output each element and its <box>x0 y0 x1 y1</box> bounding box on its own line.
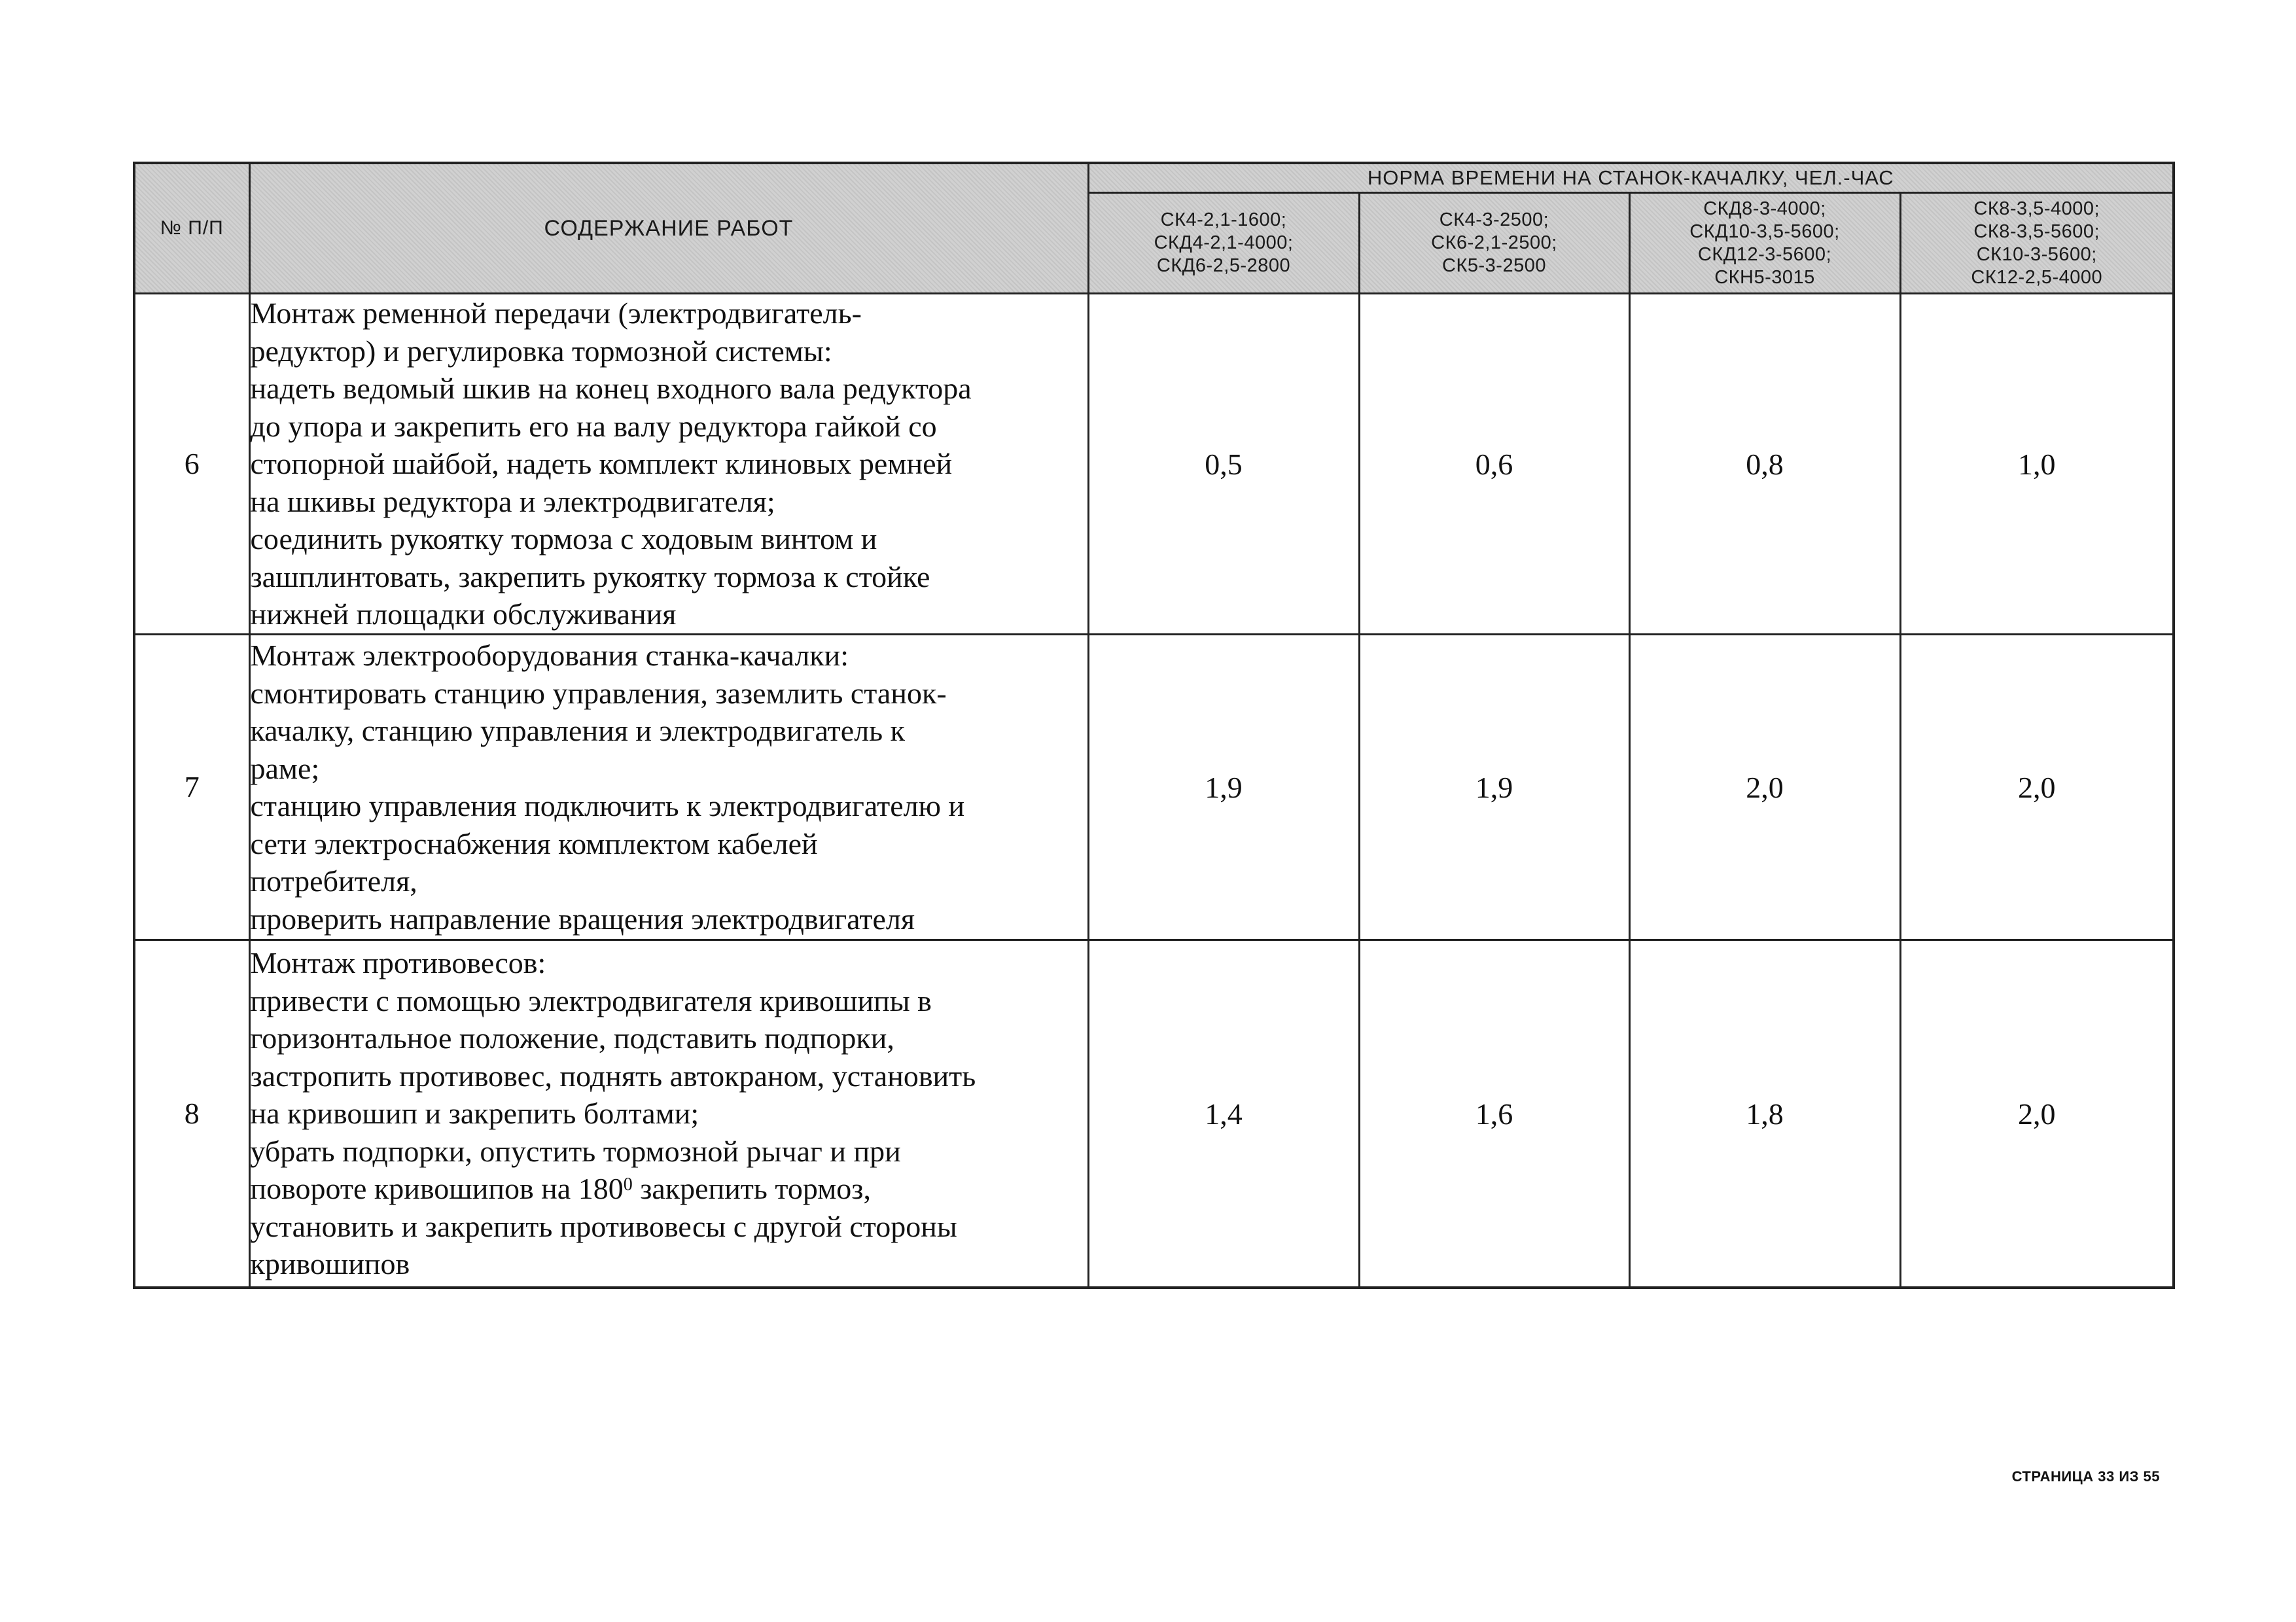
model-label: СКД12-3-5600; <box>1697 243 1832 265</box>
norm-value: 2,0 <box>1900 940 2174 1288</box>
norm-value: 1,4 <box>1088 940 1359 1288</box>
degree-superscript: 0 <box>623 1174 633 1195</box>
description-line: горизонтальное положение, подставить подпорки, <box>250 1021 894 1055</box>
description-line: до упора и закрепить его на валу редуктора гайкой со <box>250 409 937 443</box>
description-text: повороте кривошипов на 180 <box>250 1172 624 1206</box>
description-line: застропить противовес, поднять автокраном, установить <box>250 1059 976 1093</box>
norm-value: 2,0 <box>1900 635 2174 940</box>
model-label: СК8-3,5-5600; <box>1973 220 2100 242</box>
description-line: сети электроснабжения комплектом кабелей <box>250 826 818 860</box>
model-label: СКД8-3-4000; <box>1703 198 1826 219</box>
header-time-norm-group: НОРМА ВРЕМЕНИ НА СТАНОК-КАЧАЛКУ, ЧЕЛ.-ЧАС <box>1088 163 2174 193</box>
model-label: СК5-3-2500 <box>1442 255 1546 277</box>
description-line: качалку, станцию управления и электродвигатель к <box>250 714 905 747</box>
description-line: надеть ведомый шкив на конец входного вала редуктора <box>250 372 972 406</box>
description-line: привести с помощью электродвигателя кривошипы в <box>250 983 932 1017</box>
description-line: потребителя, <box>250 864 417 898</box>
description-line <box>251 1170 1087 1208</box>
header-model-group-3 <box>1629 193 1900 294</box>
table-row <box>134 940 2174 1288</box>
header-model-group-1 <box>1088 193 1359 294</box>
norm-value: 1,9 <box>1359 635 1629 940</box>
labor-norms-table <box>133 162 2175 1289</box>
model-label: СК4-2,1-1600; <box>1160 209 1287 231</box>
model-label: СКД6-2,5-2800 <box>1156 255 1291 277</box>
description-line: смонтировать станцию управления, заземлить станок- <box>250 676 947 710</box>
model-label: СКД10-3,5-5600; <box>1689 220 1840 242</box>
description-line: стопорной шайбой, надеть комплект клиновых ремней <box>250 447 953 481</box>
page-number-label: СТРАНИЦА 33 ИЗ 55 <box>2011 1468 2160 1485</box>
description-line: установить и закрепить противовесы с другой стороны <box>250 1209 957 1243</box>
description-line: на кривошип и закрепить болтами; <box>250 1097 699 1131</box>
model-label: СКД4-2,1-4000; <box>1154 232 1294 254</box>
header-model-group-2 <box>1359 193 1629 294</box>
work-description <box>249 294 1088 635</box>
description-line: нижней площадки обслуживания <box>250 597 677 631</box>
norm-value: 1,0 <box>1900 294 2174 635</box>
model-label: СК4-3-2500; <box>1439 209 1549 231</box>
norm-value: 0,6 <box>1359 294 1629 635</box>
model-label: СК10-3-5600; <box>1976 243 2097 265</box>
description-line: соединить рукоятку тормоза с ходовым винтом и <box>250 522 877 556</box>
description-line: редуктор) и регулировка тормозной системы: <box>250 334 832 368</box>
description-line: на шкивы редуктора и электродвигателя; <box>250 484 775 518</box>
header-work-content: СОДЕРЖАНИЕ РАБОТ <box>249 163 1088 294</box>
norm-value: 2,0 <box>1629 635 1900 940</box>
row-number: 7 <box>134 635 249 940</box>
row-number: 8 <box>134 940 249 1288</box>
description-line: проверить направление вращения электродвигателя <box>250 902 915 936</box>
header-number: № П/П <box>134 163 249 294</box>
description-line: раме; <box>250 751 320 785</box>
work-description <box>249 635 1088 940</box>
norm-value: 1,6 <box>1359 940 1629 1288</box>
description-line: Монтаж ременной передачи (электродвигатель- <box>250 296 862 330</box>
description-line: убрать подпорки, опустить тормозной рычаг и при <box>250 1134 901 1168</box>
norm-value: 0,8 <box>1629 294 1900 635</box>
description-line: Монтаж электрооборудования станка-качалки: <box>250 639 849 672</box>
header-model-group-4 <box>1900 193 2174 294</box>
description-text: закрепить тормоз, <box>632 1172 871 1206</box>
norm-value: 1,9 <box>1088 635 1359 940</box>
row-number: 6 <box>134 294 249 635</box>
table-row <box>134 635 2174 940</box>
description-line: зашплинтовать, закрепить рукоятку тормоза к стойке <box>250 559 930 593</box>
model-label: СК12-2,5-4000 <box>1971 266 2103 288</box>
model-label: СК6-2,1-2500; <box>1431 232 1557 254</box>
description-line: Монтаж противовесов: <box>250 946 546 980</box>
description-line: станцию управления подключить к электродвигателю и <box>250 789 965 822</box>
model-label: СКН5-3015 <box>1714 266 1815 288</box>
norm-value: 1,8 <box>1629 940 1900 1288</box>
table-row <box>134 294 2174 635</box>
model-label: СК8-3,5-4000; <box>1973 198 2100 219</box>
description-line: кривошипов <box>250 1247 410 1281</box>
work-description <box>249 940 1088 1288</box>
norm-value: 0,5 <box>1088 294 1359 635</box>
